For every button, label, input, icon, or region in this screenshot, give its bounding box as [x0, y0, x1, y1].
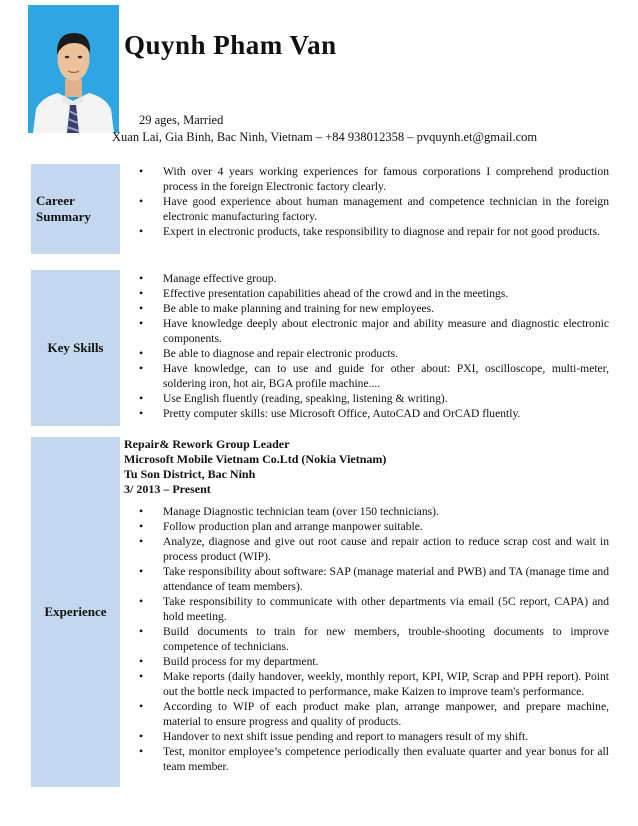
experience-label-box [31, 437, 120, 787]
list-item: • Have good experience about human management and competence technician in the foreign electronic manufacturing factory. [135, 194, 609, 224]
list-item: • Be able to diagnose and repair electronic products. [135, 346, 609, 361]
list-item: • Make reports (daily handover, weekly, monthly report, KPI, WIP, Scrap and PPH report). Point out the bottle neck impacted to performance, make Kaizen to improve team's performance. [135, 669, 609, 699]
list-item: • Take responsibility to communicate with other departments via email (5C report, CAPA) and hold meeting. [135, 594, 609, 624]
list-item: • Analyze, diagnose and give out root cause and repair action to reduce scrap cost and wait in process product (WIP). [135, 534, 609, 564]
key-skills-section [135, 271, 609, 421]
job-header [124, 437, 386, 497]
list-item: • Have knowledge, can to use and guide for other about: PXI, oscilloscope, multi-meter, soldering iron, hot air, BGA profile machine.... [135, 361, 609, 391]
list-item: • According to WIP of each product make plan, arrange manpower, and prepare machine, material to ensure progress and quality of products. [135, 699, 609, 729]
list-item: • Be able to make planning and training for new employees. [135, 301, 609, 316]
candidate-name: Quynh Pham Van [124, 30, 337, 60]
list-item: • Use English fluently (reading, speaking, listening & writing). [135, 391, 609, 406]
key-skills-label-box [31, 270, 120, 426]
job-period: 3/ 2013 – Present [124, 482, 211, 496]
list-item: • Build process for my department. [135, 654, 609, 669]
job-location: Tu Son District, Bac Ninh [124, 467, 256, 481]
company-name: Microsoft Mobile Vietnam Co.Ltd (Nokia Vietnam) [124, 452, 387, 466]
contact-line: Xuan Lai, Gia Binh, Bac Ninh, Vietnam – +84 938012358 – pvquynh.et@gmail.com [112, 130, 538, 144]
list-item: • Test, monitor employee’s competence periodically then evaluate quarter and year bonus for all team member. [135, 744, 609, 774]
experience-label: Experience [44, 604, 107, 619]
career-summary-section [135, 164, 609, 239]
career-summary-label-line1: Career [36, 193, 75, 208]
career-summary-label [31, 164, 120, 254]
list-item: • Take responsibility about software: SAP (manage material and PWB) and TA (manage time and attendance of team members). [135, 564, 609, 594]
list-item: • Pretty computer skills: use Microsoft Office, AutoCAD and OrCAD fluently. [135, 406, 609, 421]
key-skills-label: Key Skills [47, 340, 104, 355]
list-item: • Expert in electronic products, take responsibility to diagnose and repair for not good products. [135, 224, 609, 239]
list-item: • Build documents to train for new members, trouble-shooting documents to improve competence of technicians. [135, 624, 609, 654]
profile-photo [28, 5, 119, 133]
career-summary-label-line2: Summary [36, 209, 91, 224]
list-item: • Follow production plan and arrange manpower suitable. [135, 519, 609, 534]
list-item: • Effective presentation capabilities ahead of the crowd and in the meetings. [135, 286, 609, 301]
experience-section [135, 504, 609, 774]
list-item: • Manage Diagnostic technician team (over 150 technicians). [135, 504, 609, 519]
list-item: • Manage effective group. [135, 271, 609, 286]
list-item: • Handover to next shift issue pending and report to managers result of my shift. [135, 729, 609, 744]
list-item: • With over 4 years working experiences for famous corporations I comprehend production process in the foreign Electronic factory clearly. [135, 164, 609, 194]
age-status: 29 ages, Married [139, 113, 224, 127]
list-item: • Have knowledge deeply about electronic major and ability measure and diagnostic electronic components. [135, 316, 609, 346]
job-title: Repair& Rework Group Leader [124, 437, 290, 451]
